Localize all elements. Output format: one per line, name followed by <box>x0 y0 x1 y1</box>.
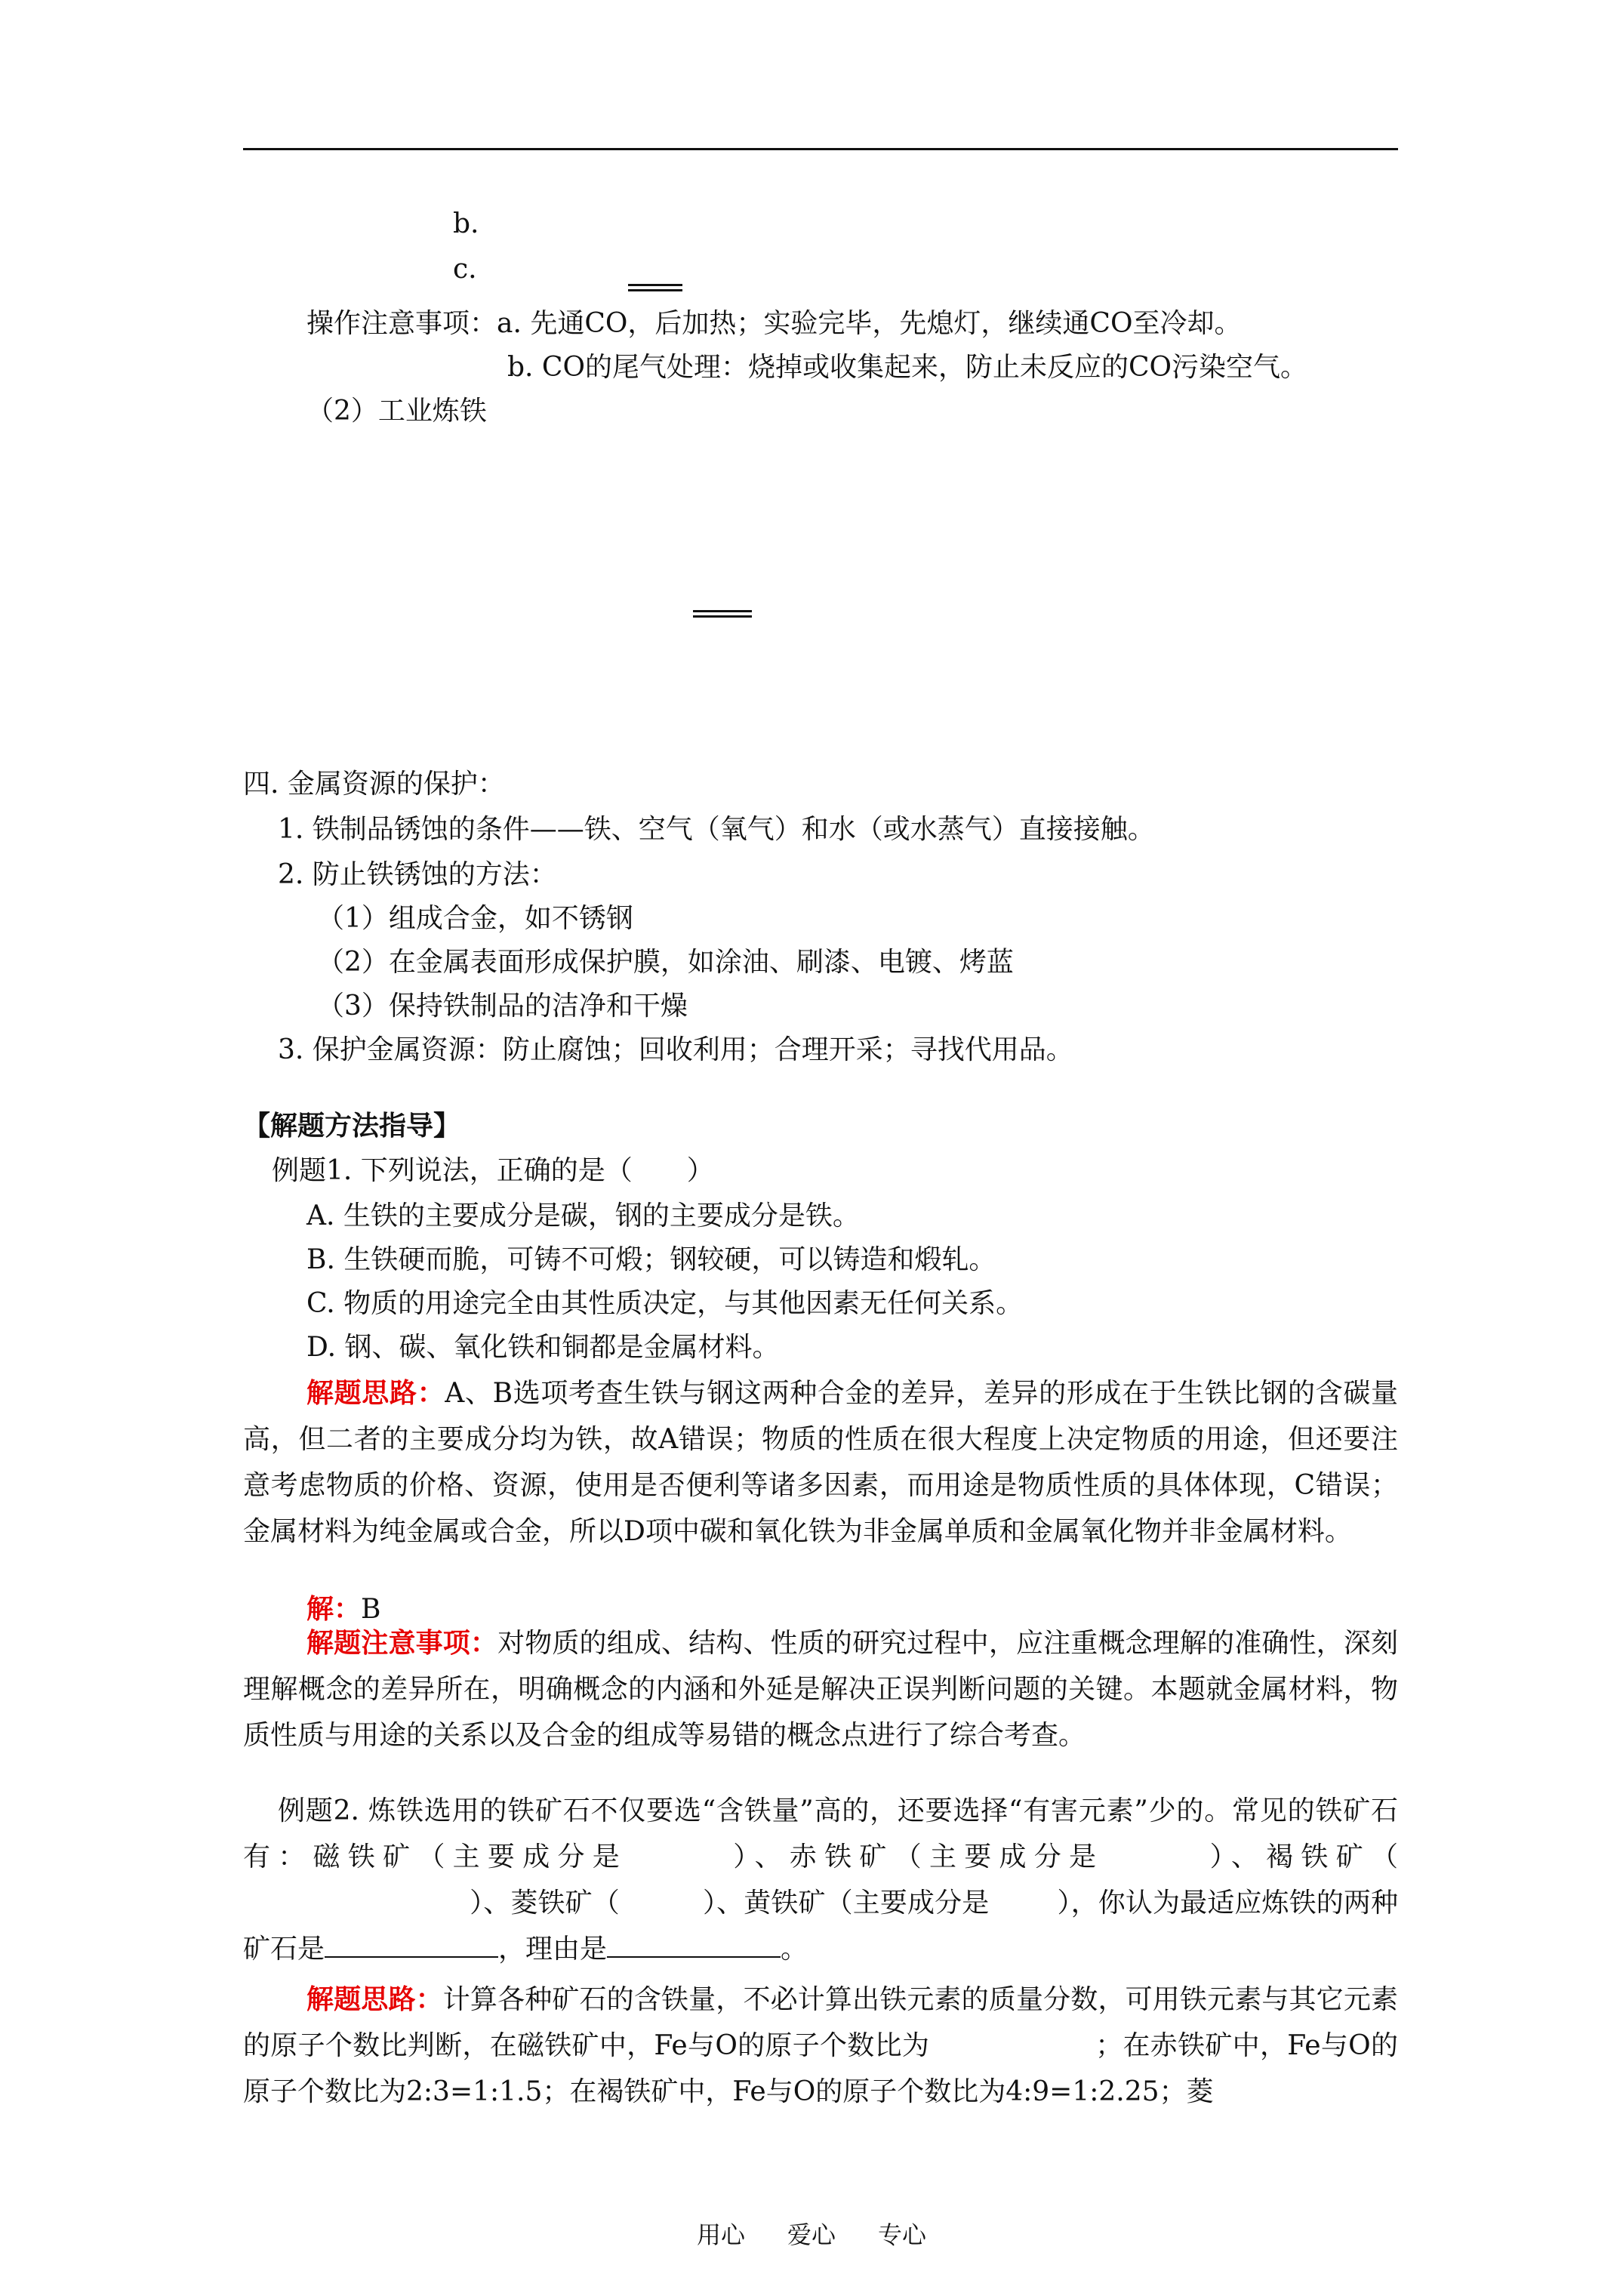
sec4-sub-3: （3）保持铁制品的洁净和干燥 <box>317 991 688 1022</box>
example1-reasoning-text: A、B选项考查生铁与钢这两种合金的差异，差异的形成在于生铁比钢的含碳量高，但二者的主要成分均为铁，故A错误；物质的性质在很大程度上决定物质的用途，但还要注意考虑物质的价格、资源，使用是否便利等诸多因素，而用途是物质性质的具体体现，C错误；金属材料为纯金属或合金，所以D项中碳和氧化铁为非金属单质和金属氧化物并非金属材料。 <box>243 1378 1398 1547</box>
answer-blank-reason[interactable] <box>607 1931 781 1958</box>
notes-label: 解题注意事项： <box>306 1627 498 1659</box>
page-footer <box>0 2220 1623 2250</box>
example2-reasoning: 解题思路：计算各种矿石的含铁量，不必计算出铁元素的质量分数，可用铁元素与其它元素的原子个数比判断，在磁铁矿中，Fe与O的原子个数比为 ；在赤铁矿中，Fe与O的原子个数比为2:3=1:1.5；在褐铁矿中，Fe与O的原子个数比为4:9=1:2.25；菱 <box>243 1983 1398 2107</box>
example1-option-a: A. 生铁的主要成分是碳，钢的主要成分是铁。 <box>306 1200 860 1231</box>
method-guide-heading: 【解题方法指导】 <box>243 1110 461 1142</box>
notes-line-b: b. CO的尾气处理：烧掉或收集起来，防止未反应的CO污染空气。 <box>507 352 1308 383</box>
reasoning-label: 解题思路： <box>306 1377 445 1409</box>
example1-notes-text: 对物质的组成、结构、性质的研究过程中，应注重概念理解的准确性，深刻理解概念的差异所在，明确概念的内涵和外延是解决正误判断问题的关键。本题就金属材料，物质性质与用途的关系以及合金的组成等易错的概念点进行了综合考查。 <box>243 1628 1398 1751</box>
example1-option-d: D. 钢、碳、氧化铁和铜都是金属材料。 <box>306 1332 780 1363</box>
example2-question: 例题2. 炼铁选用的铁矿石不仅要选“含铁量”高的，还要选择“有害元素”少的。常见的铁矿石有：磁铁矿（主要成分是 ）、赤铁矿（主要成分是 ）、褐铁矿（）、菱铁矿（ ）、黄铁矿（主要成分是 ），你认为最适应炼铁的两种矿石是 ，理由是 。 <box>243 1795 1398 1965</box>
answer-label: 解： <box>306 1593 362 1625</box>
footer-item-3: 专心 <box>878 2220 927 2249</box>
equation-equals-sign-2 <box>693 610 752 618</box>
example1-option-c: C. 物质的用途完全由其性质决定，与其他因素无任何关系。 <box>306 1288 1024 1319</box>
footer-item-1: 用心 <box>696 2220 745 2249</box>
notes-line-a: 操作注意事项：a. 先通CO，后加热；实验完毕，先熄灯，继续通CO至冷却。 <box>306 308 1242 339</box>
industrial-ironmaking-heading: （2）工业炼铁 <box>306 396 487 427</box>
sec4-item-1: 1. 铁制品锈蚀的条件——铁、空气（氧气）和水（或水蒸气）直接接触。 <box>278 814 1155 845</box>
equation-equals-sign <box>628 284 682 291</box>
example1-notes <box>243 1620 1398 1758</box>
header-rule <box>243 148 1398 150</box>
step-b: b. <box>453 208 479 239</box>
section-four-heading: 四. 金属资源的保护： <box>243 769 505 800</box>
example1-reasoning <box>243 1370 1398 1555</box>
sec4-sub-1: （1）组成合金，如不锈钢 <box>317 903 633 934</box>
step-c: c. <box>453 254 477 285</box>
footer-item-2: 爱心 <box>787 2220 836 2249</box>
example1-answer-value: B <box>361 1594 381 1625</box>
reasoning-label-2: 解题思路： <box>306 1983 443 2015</box>
sec4-sub-2: （2）在金属表面形成保护膜，如涂油、刷漆、电镀、烤蓝 <box>317 947 1014 978</box>
example1-question: 例题1. 下列说法，正确的是（ ） <box>272 1155 714 1186</box>
example1-option-b: B. 生铁硬而脆，可铸不可煅；钢较硬，可以铸造和煅轧。 <box>306 1244 996 1275</box>
sec4-item-2: 2. 防止铁锈蚀的方法： <box>278 859 557 890</box>
sec4-item-3: 3. 保护金属资源：防止腐蚀；回收利用；合理开采；寻找代用品。 <box>278 1034 1073 1065</box>
answer-blank-ores[interactable] <box>325 1931 498 1958</box>
